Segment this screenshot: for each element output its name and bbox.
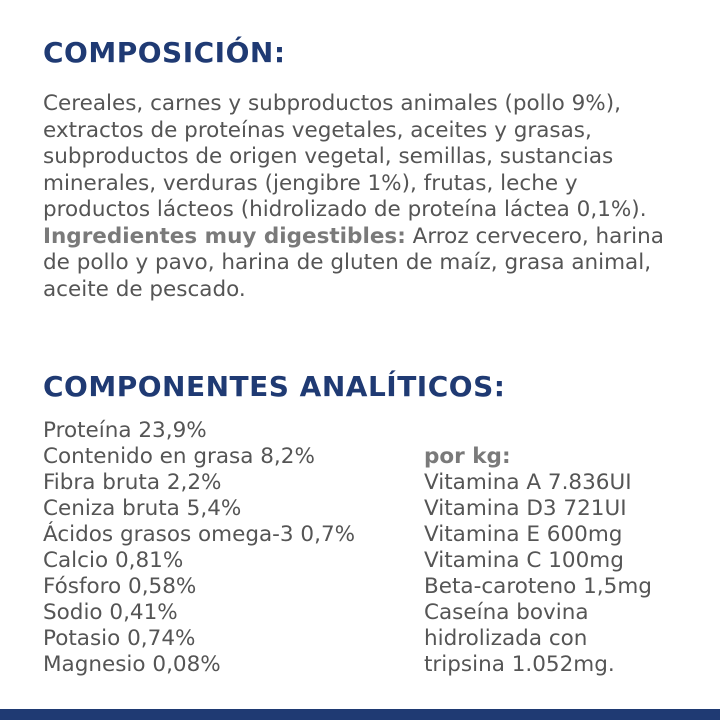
analitico-item: Ceniza bruta 5,4% [43,496,242,521]
analitico-item: Contenido en grasa 8,2% [43,444,315,469]
composicion-line: subproductos de origen vegetal, semillas, sustancias [43,144,614,169]
composicion-paragraph [43,91,703,303]
vitamina-item: Vitamina C 100mg [424,548,624,573]
vitamina-item: Vitamina D3 721UI [424,496,627,521]
analitico-item: Magnesio 0,08% [43,652,221,677]
vitamina-item: Vitamina E 600mg [424,522,623,547]
composicion-line: Cereales, carnes y subproductos animales (pollo 9%), [43,91,621,116]
vitamina-item: Caseína bovina [424,600,589,625]
digestible-line [43,224,703,251]
composicion-line: extractos de proteínas vegetales, aceites y grasas, [43,117,592,143]
digestible-line: aceite de pescado. [43,276,246,302]
per-kg-label: por kg: [424,444,511,469]
analitico-item: Ácidos grasos omega-3 0,7% [43,522,356,547]
analiticos-left-list [43,418,355,678]
analiticos-heading: COMPONENTES ANALÍTICOS: [43,370,506,403]
composicion-heading: COMPOSICIÓN: [43,36,286,69]
analitico-item: Fibra bruta 2,2% [43,470,222,495]
vitamina-item: Beta-caroteno 1,5mg [424,574,652,599]
composicion-line: minerales, verduras (jengibre 1%), frutas, leche y [43,170,578,196]
vitamina-item: tripsina 1.052mg. [424,652,615,677]
analitico-item: Potasio 0,74% [43,626,196,651]
digestible-label: Ingredientes muy digestibles: [43,223,406,249]
vitamina-item: hidrolizada con [424,626,588,651]
analitico-item: Sodio 0,41% [43,600,178,625]
analitico-item: Proteína 23,9% [43,418,207,443]
analitico-item: Calcio 0,81% [43,548,184,573]
digestible-line: de pollo y pavo, harina de gluten de maíz, grasa animal, [43,250,652,275]
analiticos-right-list [424,444,652,678]
bottom-bar [0,709,720,720]
analitico-item: Fósforo 0,58% [43,574,197,599]
composicion-line: productos lácteos (hidrolizado de proteína láctea 0,1%). [43,197,647,222]
digestible-text: Arroz cervecero, harina [405,223,664,249]
vitamina-item: Vitamina A 7.836UI [424,470,632,495]
